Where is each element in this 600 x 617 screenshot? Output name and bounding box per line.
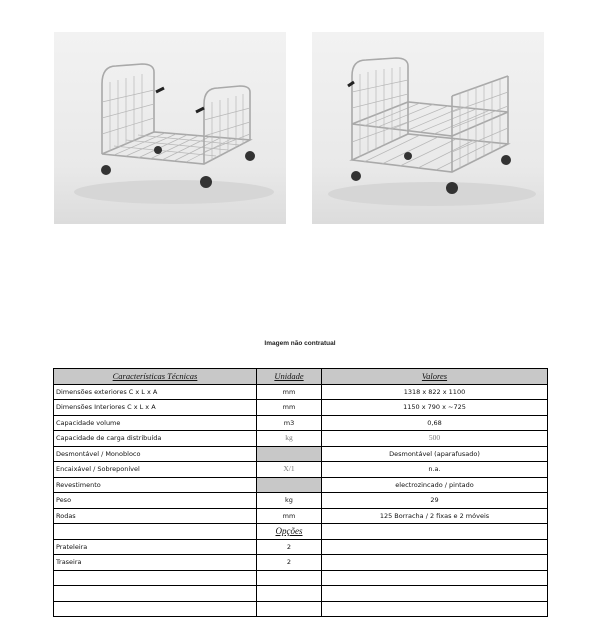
row-label: Revestimento (54, 477, 257, 493)
option-qty (257, 601, 322, 617)
row-unit: m3 (257, 415, 322, 431)
technical-specifications-table (53, 368, 548, 617)
wire-trolley-with-shelf-image (312, 32, 544, 224)
option-value (322, 601, 548, 617)
option-row (54, 570, 548, 586)
option-qty: 2 (257, 539, 322, 555)
row-unit: kg (257, 431, 322, 447)
row-unit: mm (257, 508, 322, 524)
image-disclaimer-caption: Imagem não contratual (264, 340, 336, 347)
row-label: Peso (54, 493, 257, 509)
option-row (54, 555, 548, 571)
trolley-drawing (54, 32, 286, 224)
row-value: 0,68 (322, 415, 548, 431)
option-value (322, 555, 548, 571)
header-characteristics: Características Técnicas (54, 369, 257, 385)
row-unit: X/1 (257, 462, 322, 478)
table-row (54, 462, 548, 478)
option-qty: 2 (257, 555, 322, 571)
table-header-row (54, 369, 548, 385)
option-value (322, 539, 548, 555)
table-row (54, 431, 548, 447)
row-label: Encaixável / Sobreponível (54, 462, 257, 478)
row-label: Rodas (54, 508, 257, 524)
row-value: 1150 x 790 x ~725 (322, 400, 548, 416)
table-row (54, 446, 548, 462)
row-value: electrozincado / pintado (322, 477, 548, 493)
option-label (54, 601, 257, 617)
table-row (54, 508, 548, 524)
table-row (54, 415, 548, 431)
row-value: 500 (322, 431, 548, 447)
row-unit: mm (257, 384, 322, 400)
header-values: Valores (322, 369, 548, 385)
row-label: Dimensões exteriores C x L x A (54, 384, 257, 400)
row-label: Capacidade de carga distribuída (54, 431, 257, 447)
option-label (54, 570, 257, 586)
row-unit (257, 446, 322, 462)
header-unit: Unidade (257, 369, 322, 385)
row-value: 1318 x 822 x 1100 (322, 384, 548, 400)
wire-trolley-image (54, 32, 286, 224)
option-value (322, 586, 548, 602)
option-value (322, 570, 548, 586)
row-unit: mm (257, 400, 322, 416)
table-row (54, 493, 548, 509)
options-section-row (54, 524, 548, 540)
table-row (54, 400, 548, 416)
option-row (54, 586, 548, 602)
row-value: 29 (322, 493, 548, 509)
table-row (54, 384, 548, 400)
row-value: 125 Borracha / 2 fixas e 2 móveis (322, 508, 548, 524)
options-spacer-right (322, 524, 548, 540)
option-label (54, 586, 257, 602)
option-qty (257, 570, 322, 586)
option-qty (257, 586, 322, 602)
row-value: Desmontável (aparafusado) (322, 446, 548, 462)
row-unit (257, 477, 322, 493)
row-label: Capacidade volume (54, 415, 257, 431)
row-unit: kg (257, 493, 322, 509)
option-row (54, 601, 548, 617)
table-row (54, 477, 548, 493)
row-value: n.a. (322, 462, 548, 478)
options-spacer-left (54, 524, 257, 540)
option-label: Traseira (54, 555, 257, 571)
option-label: Prateleira (54, 539, 257, 555)
trolley-shelf-drawing (312, 32, 544, 224)
row-label: Desmontável / Monobloco (54, 446, 257, 462)
row-label: Dimensões Interiores C x L x A (54, 400, 257, 416)
option-row (54, 539, 548, 555)
options-title: Opções (257, 524, 322, 540)
